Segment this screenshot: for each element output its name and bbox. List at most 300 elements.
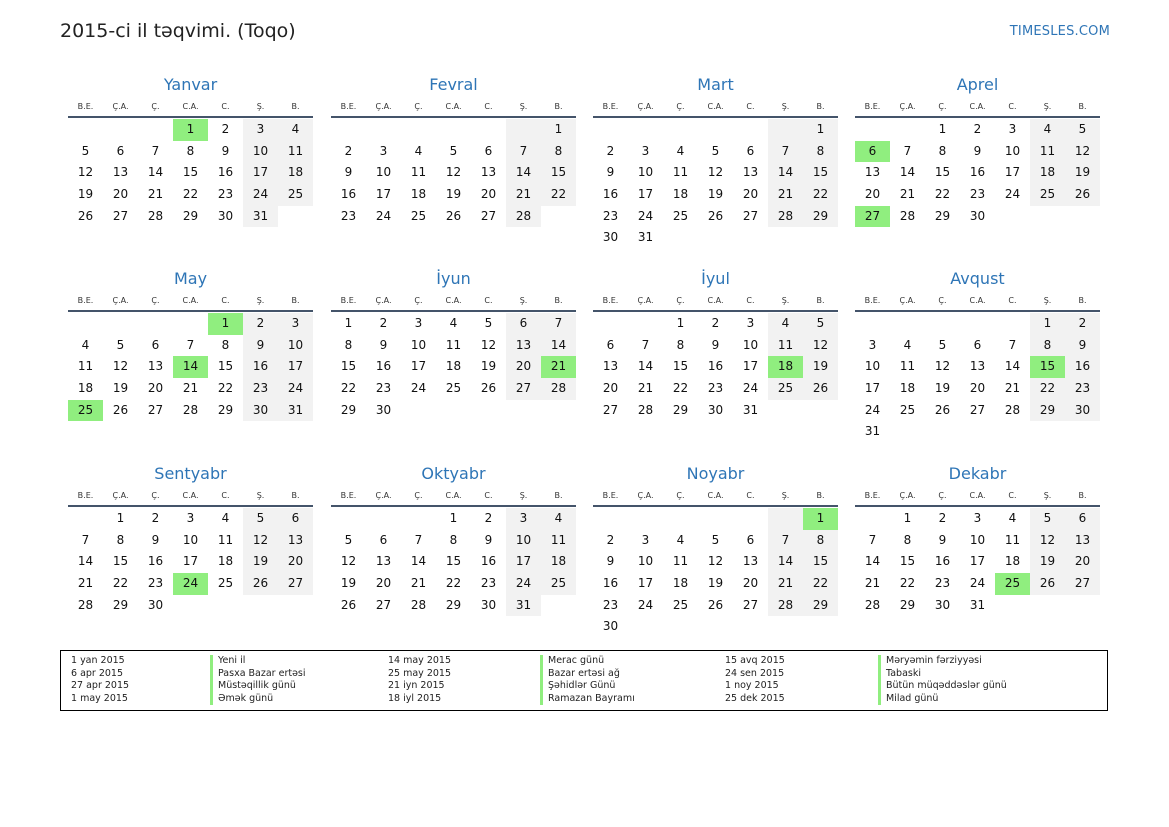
day-grid	[593, 313, 838, 421]
day-cell: 17	[278, 356, 313, 378]
holiday-day-cell: 21	[541, 356, 576, 378]
weekday-label: C.	[746, 102, 755, 111]
day-cell: 14	[410, 554, 427, 569]
month-name: İyun	[436, 269, 471, 288]
weekday-label: B.	[291, 491, 300, 500]
day-cell: 12	[1030, 530, 1065, 552]
weekday-label: C.	[1008, 296, 1017, 305]
month-name: Fevral	[429, 75, 478, 94]
legend-holiday-name: Ramazan Bayramı	[540, 693, 635, 706]
weekday-label: C.A.	[445, 491, 462, 500]
weekday-label: Ç.A.	[375, 296, 392, 305]
month-name: May	[173, 269, 208, 288]
day-grid	[331, 313, 576, 421]
weekday-label: Ç.	[676, 102, 685, 111]
weekday-label: Ş.	[1043, 102, 1052, 111]
legend-holiday-name: Əmək günü	[210, 693, 306, 706]
weekday-label: Ç.	[676, 491, 685, 500]
legend-date: 18 iyl 2015	[388, 692, 442, 704]
day-cell: 29	[112, 597, 129, 612]
weekday-label: C.A.	[182, 102, 199, 111]
day-cell: 28	[768, 206, 803, 228]
day-grid	[68, 119, 313, 227]
weekday-label: Ç.A.	[375, 102, 392, 111]
day-cell: 16	[602, 576, 619, 591]
weekday-label: Ç.	[414, 491, 423, 500]
legend-holiday-name: Bütün müqəddəslər günü	[878, 680, 1007, 693]
day-cell: 15	[445, 554, 462, 569]
day-cell: 2	[221, 122, 230, 136]
day-cell: 10	[637, 165, 654, 180]
weekday-label: Ş.	[781, 102, 790, 111]
holiday-day-cell: 14	[173, 356, 208, 378]
day-cell: 1	[116, 511, 125, 525]
day-cell: 10	[182, 532, 199, 547]
day-cell: 18	[445, 359, 462, 374]
weekday-header	[331, 487, 576, 507]
day-cell: 20	[278, 551, 313, 573]
day-cell: 16	[480, 554, 497, 569]
day-cell: 4	[414, 143, 423, 158]
day-cell: 10	[864, 359, 881, 374]
month-name: Yanvar	[163, 75, 218, 94]
day-cell: 8	[186, 143, 195, 158]
weekday-label: B.	[816, 102, 825, 111]
holiday-day-cell: 15	[1030, 356, 1065, 378]
empty-cell	[103, 119, 138, 141]
day-cell: 31	[864, 424, 881, 439]
day-cell: 5	[484, 316, 493, 330]
weekday-label: Ş.	[1043, 491, 1052, 500]
day-cell: 23	[934, 576, 951, 591]
day-cell: 4	[278, 119, 313, 141]
day-cell: 25	[217, 576, 234, 591]
weekday-header	[855, 487, 1100, 507]
weekday-label: Ç.	[414, 102, 423, 111]
day-cell: 18	[672, 187, 689, 202]
day-cell: 4	[449, 316, 458, 330]
empty-cell	[960, 313, 995, 335]
empty-cell	[925, 313, 960, 335]
day-cell: 5	[344, 532, 353, 547]
day-cell: 9	[973, 143, 982, 158]
day-cell: 20	[480, 187, 497, 202]
day-cell: 16	[147, 554, 164, 569]
day-cell: 21	[768, 573, 803, 595]
day-cell: 18	[672, 576, 689, 591]
day-cell: 5	[803, 313, 838, 335]
day-cell: 25	[445, 381, 462, 396]
weekday-label: B.E.	[864, 491, 881, 500]
day-cell: 8	[449, 532, 458, 547]
day-cell: 3	[186, 511, 195, 525]
day-cell: 18	[77, 381, 94, 396]
month-2	[331, 72, 576, 227]
empty-cell	[855, 508, 890, 530]
weekday-header	[68, 98, 313, 118]
empty-cell	[68, 119, 103, 141]
month-name: Oktyabr	[421, 464, 486, 483]
empty-cell	[855, 119, 890, 141]
day-cell: 30	[217, 208, 234, 223]
weekday-label: Ç.	[938, 491, 947, 500]
day-cell: 25	[278, 184, 313, 206]
day-cell: 15	[112, 554, 129, 569]
day-cell: 2	[151, 511, 160, 525]
weekday-label: C.A.	[707, 296, 724, 305]
day-cell: 8	[116, 532, 125, 547]
weekday-label: B.E.	[340, 102, 357, 111]
weekday-label: B.	[1078, 296, 1087, 305]
weekday-label: Ç.A.	[899, 102, 916, 111]
day-cell: 24	[410, 381, 427, 396]
day-cell: 6	[746, 532, 755, 547]
day-cell: 22	[803, 573, 838, 595]
weekday-label: C.	[1008, 491, 1017, 500]
day-cell: 19	[803, 356, 838, 378]
day-cell: 4	[1008, 511, 1017, 525]
day-cell: 30	[934, 597, 951, 612]
day-cell: 28	[899, 208, 916, 223]
day-cell: 22	[1030, 378, 1065, 400]
day-cell: 30	[375, 402, 392, 417]
weekday-header	[68, 487, 313, 507]
day-cell: 17	[742, 359, 759, 374]
empty-cell	[663, 119, 698, 141]
day-cell: 9	[344, 165, 353, 180]
day-cell: 13	[864, 165, 881, 180]
day-cell: 13	[969, 359, 986, 374]
day-cell: 7	[414, 532, 423, 547]
holiday-day-cell: 27	[855, 206, 890, 228]
day-cell: 10	[278, 335, 313, 357]
weekday-label: B.E.	[602, 296, 619, 305]
empty-cell	[768, 119, 803, 141]
weekday-header	[331, 292, 576, 312]
day-cell: 14	[147, 165, 164, 180]
day-cell: 13	[742, 165, 759, 180]
day-cell: 29	[803, 595, 838, 617]
day-cell: 24	[506, 573, 541, 595]
day-cell: 24	[637, 597, 654, 612]
day-cell: 7	[151, 143, 160, 158]
holiday-day-cell: 25	[68, 400, 103, 422]
weekday-label: Ç.	[938, 296, 947, 305]
month-name: İyul	[701, 269, 730, 288]
weekday-label: B.	[816, 296, 825, 305]
day-cell: 14	[768, 162, 803, 184]
empty-cell	[628, 508, 663, 530]
day-cell: 6	[1065, 508, 1100, 530]
day-cell: 4	[81, 337, 90, 352]
empty-cell	[890, 313, 925, 335]
weekday-label: C.A.	[707, 102, 724, 111]
day-cell: 10	[969, 532, 986, 547]
day-cell: 7	[81, 532, 90, 547]
weekday-label: C.A.	[707, 491, 724, 500]
empty-cell	[366, 508, 401, 530]
day-cell: 9	[606, 165, 615, 180]
empty-cell	[138, 119, 173, 141]
day-grid	[593, 508, 838, 638]
day-cell: 6	[379, 532, 388, 547]
day-cell: 15	[541, 162, 576, 184]
day-cell: 18	[1004, 554, 1021, 569]
month-name: Mart	[697, 75, 734, 94]
legend-names-col-1	[210, 655, 306, 705]
day-cell: 26	[1030, 573, 1065, 595]
day-cell: 19	[707, 187, 724, 202]
weekday-label: B.	[554, 102, 563, 111]
weekday-label: B.E.	[340, 296, 357, 305]
day-cell: 10	[506, 530, 541, 552]
day-cell: 27	[147, 402, 164, 417]
empty-cell	[68, 313, 103, 335]
legend-date: 1 yan 2015	[71, 655, 125, 666]
day-cell: 25	[1030, 184, 1065, 206]
day-cell: 28	[637, 402, 654, 417]
day-cell: 12	[707, 554, 724, 569]
month-9	[68, 461, 313, 616]
month-12	[855, 461, 1100, 616]
day-cell: 9	[484, 532, 493, 547]
day-cell: 17	[182, 554, 199, 569]
day-cell: 19	[112, 381, 129, 396]
empty-cell	[401, 119, 436, 141]
day-cell: 13	[112, 165, 129, 180]
day-grid	[855, 313, 1100, 443]
day-cell: 11	[410, 165, 427, 180]
day-cell: 12	[77, 165, 94, 180]
day-cell: 10	[243, 141, 278, 163]
day-cell: 17	[1004, 165, 1021, 180]
day-cell: 7	[768, 141, 803, 163]
day-cell: 3	[973, 511, 982, 525]
day-cell: 13	[1065, 530, 1100, 552]
day-cell: 24	[278, 378, 313, 400]
day-cell: 23	[707, 381, 724, 396]
day-cell: 20	[1065, 551, 1100, 573]
day-cell: 20	[602, 381, 619, 396]
weekday-header	[331, 98, 576, 118]
legend-holiday-name: Yeni il	[210, 655, 306, 668]
day-cell: 2	[938, 511, 947, 525]
month-name: Sentyabr	[154, 464, 227, 483]
day-cell: 17	[375, 187, 392, 202]
day-cell: 31	[243, 206, 278, 228]
day-cell: 5	[81, 143, 90, 158]
day-cell: 11	[77, 359, 94, 374]
day-cell: 30	[147, 597, 164, 612]
day-cell: 15	[340, 359, 357, 374]
day-cell: 4	[541, 508, 576, 530]
day-cell: 13	[742, 554, 759, 569]
day-cell: 29	[217, 402, 234, 417]
day-cell: 2	[344, 143, 353, 158]
legend-holiday-name: Milad günü	[878, 693, 1007, 706]
day-cell: 3	[278, 313, 313, 335]
day-cell: 27	[278, 573, 313, 595]
weekday-label: Ş.	[519, 296, 528, 305]
day-cell: 31	[637, 230, 654, 245]
month-4	[855, 72, 1100, 227]
day-cell: 6	[278, 508, 313, 530]
day-cell: 20	[506, 356, 541, 378]
day-cell: 17	[637, 576, 654, 591]
day-cell: 10	[410, 337, 427, 352]
day-cell: 21	[899, 187, 916, 202]
day-cell: 4	[903, 337, 912, 352]
day-cell: 24	[1004, 187, 1021, 202]
day-cell: 3	[641, 143, 650, 158]
empty-cell	[890, 119, 925, 141]
day-cell: 12	[934, 359, 951, 374]
day-cell: 2	[1065, 313, 1100, 335]
day-cell: 22	[541, 184, 576, 206]
day-cell: 12	[340, 554, 357, 569]
weekday-label: Ç.	[414, 296, 423, 305]
day-cell: 1	[1030, 313, 1065, 335]
weekday-label: C.A.	[445, 296, 462, 305]
month-name: Avqust	[950, 269, 1005, 288]
day-cell: 14	[899, 165, 916, 180]
day-cell: 4	[676, 532, 685, 547]
day-cell: 5	[1030, 508, 1065, 530]
day-cell: 21	[147, 187, 164, 202]
day-cell: 18	[541, 551, 576, 573]
weekday-label: C.A.	[969, 296, 986, 305]
month-name: Noyabr	[686, 464, 745, 483]
day-cell: 12	[803, 335, 838, 357]
day-cell: 5	[243, 508, 278, 530]
weekday-label: Ş.	[256, 102, 265, 111]
day-cell: 5	[938, 337, 947, 352]
day-cell: 26	[1065, 184, 1100, 206]
day-cell: 19	[707, 576, 724, 591]
day-cell: 3	[641, 532, 650, 547]
empty-cell	[366, 119, 401, 141]
day-cell: 13	[506, 335, 541, 357]
day-cell: 16	[375, 359, 392, 374]
day-cell: 14	[541, 335, 576, 357]
day-cell: 3	[243, 119, 278, 141]
day-grid	[855, 119, 1100, 227]
day-cell: 21	[768, 184, 803, 206]
day-cell: 19	[1065, 162, 1100, 184]
legend-date: 1 may 2015	[71, 692, 128, 704]
day-cell: 3	[379, 143, 388, 158]
day-cell: 9	[938, 532, 947, 547]
day-cell: 17	[969, 554, 986, 569]
day-cell: 12	[1065, 141, 1100, 163]
day-cell: 29	[672, 402, 689, 417]
day-cell: 8	[221, 337, 230, 352]
day-cell: 1	[903, 511, 912, 525]
day-cell: 8	[803, 530, 838, 552]
day-cell: 29	[803, 206, 838, 228]
weekday-label: Ç.A.	[637, 102, 654, 111]
legend-dates-col-2	[388, 655, 451, 705]
day-cell: 2	[606, 532, 615, 547]
day-cell: 25	[541, 573, 576, 595]
legend-dates-col-3	[725, 655, 785, 705]
day-cell: 19	[934, 381, 951, 396]
weekday-label: Ş.	[256, 296, 265, 305]
day-cell: 17	[637, 187, 654, 202]
day-cell: 12	[112, 359, 129, 374]
empty-cell	[138, 313, 173, 335]
weekday-label: Ş.	[519, 102, 528, 111]
empty-cell	[628, 313, 663, 335]
day-cell: 14	[637, 359, 654, 374]
day-cell: 22	[803, 184, 838, 206]
day-cell: 5	[1065, 119, 1100, 141]
site-link[interactable]: TIMESLES.COM	[1009, 24, 1110, 39]
month-name: Aprel	[956, 75, 999, 94]
day-cell: 16	[602, 187, 619, 202]
day-cell: 8	[676, 337, 685, 352]
day-grid	[331, 508, 576, 616]
day-cell: 13	[602, 359, 619, 374]
day-cell: 25	[899, 402, 916, 417]
weekday-label: C.	[746, 491, 755, 500]
day-cell: 16	[340, 187, 357, 202]
empty-cell	[593, 119, 628, 141]
day-cell: 16	[969, 165, 986, 180]
day-cell: 3	[414, 316, 423, 330]
month-name: Dekabr	[948, 464, 1007, 483]
weekday-label: B.E.	[77, 102, 94, 111]
day-cell: 26	[707, 208, 724, 223]
day-cell: 5	[116, 337, 125, 352]
day-cell: 8	[903, 532, 912, 547]
day-cell: 17	[864, 381, 881, 396]
day-cell: 24	[243, 184, 278, 206]
day-cell: 30	[707, 402, 724, 417]
weekday-label: C.	[221, 102, 230, 111]
day-cell: 26	[934, 402, 951, 417]
empty-cell	[698, 119, 733, 141]
day-cell: 19	[445, 187, 462, 202]
day-cell: 7	[868, 532, 877, 547]
day-cell: 21	[410, 576, 427, 591]
month-7	[593, 266, 838, 421]
weekday-header	[855, 98, 1100, 118]
day-cell: 3	[506, 508, 541, 530]
weekday-label: C.A.	[182, 296, 199, 305]
day-cell: 6	[746, 143, 755, 158]
day-cell: 20	[969, 381, 986, 396]
holiday-day-cell: 1	[803, 508, 838, 530]
weekday-label: Ç.A.	[899, 296, 916, 305]
empty-cell	[768, 508, 803, 530]
holiday-day-cell: 6	[855, 141, 890, 163]
empty-cell	[855, 313, 890, 335]
legend-holiday-name: Şəhidlər Günü	[540, 680, 635, 693]
day-cell: 11	[672, 165, 689, 180]
day-cell: 15	[672, 359, 689, 374]
day-cell: 28	[182, 402, 199, 417]
day-cell: 27	[375, 597, 392, 612]
weekday-label: B.E.	[864, 296, 881, 305]
weekday-label: B.E.	[77, 491, 94, 500]
day-cell: 29	[182, 208, 199, 223]
day-cell: 8	[541, 141, 576, 163]
weekday-label: B.E.	[77, 296, 94, 305]
weekday-header	[593, 292, 838, 312]
weekday-header	[855, 292, 1100, 312]
weekday-label: Ç.	[151, 102, 160, 111]
